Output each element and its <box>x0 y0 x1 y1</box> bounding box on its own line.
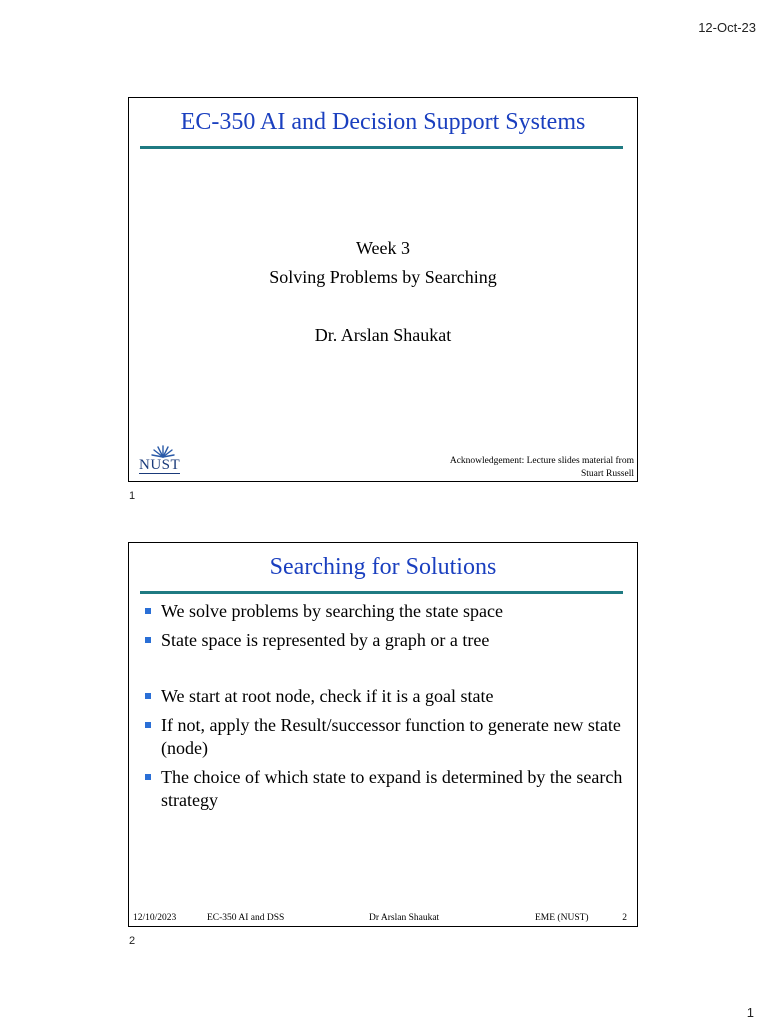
title-rule <box>140 591 623 594</box>
week-label: Week 3 <box>355 238 411 258</box>
bullet-square-icon <box>145 693 151 699</box>
page-number: 1 <box>746 1005 754 1020</box>
bullet-list <box>143 600 623 812</box>
bullet-item: The choice of which state to expand is determined by the search strategy <box>143 766 623 812</box>
footer-slide-number: 2 <box>622 913 627 923</box>
ack-line-1: Acknowledgement: Lecture slides material from <box>449 456 634 466</box>
slide-title: EC-350 AI and Decision Support Systems <box>180 109 586 135</box>
footer-org: EME (NUST) <box>535 913 589 923</box>
page-date: 12-Oct-23 <box>698 20 756 35</box>
footer-course: EC-350 AI and DSS <box>207 913 285 923</box>
topic-label: Solving Problems by Searching <box>269 267 497 287</box>
bullet-item: We start at root node, check if it is a goal state <box>143 685 623 708</box>
bullet-item: We solve problems by searching the state space <box>143 600 623 623</box>
bullet-square-icon <box>145 637 151 643</box>
slide-2-number: 2 <box>129 935 136 947</box>
ack-line-2: Stuart Russell <box>580 469 634 479</box>
slide-1 <box>128 97 638 482</box>
bullet-item: State space is represented by a graph or a tree <box>143 629 623 652</box>
slide-2 <box>128 542 638 927</box>
nust-logo <box>137 444 189 476</box>
logo-text: NUST <box>139 457 181 473</box>
slide-1-number: 1 <box>129 490 136 502</box>
title-rule <box>140 146 623 149</box>
footer-date: 12/10/2023 <box>133 913 177 923</box>
acknowledgement <box>450 455 634 481</box>
bullet-item: If not, apply the Result/successor function to generate new state (node) <box>143 714 623 760</box>
bullet-square-icon <box>145 608 151 614</box>
bullet-square-icon <box>145 722 151 728</box>
author-label: Dr. Arslan Shaukat <box>314 325 452 345</box>
slide-title: Searching for Solutions <box>269 554 497 580</box>
logo-rays-icon <box>150 444 176 458</box>
footer-author: Dr Arslan Shaukat <box>369 913 440 923</box>
bullet-square-icon <box>145 774 151 780</box>
